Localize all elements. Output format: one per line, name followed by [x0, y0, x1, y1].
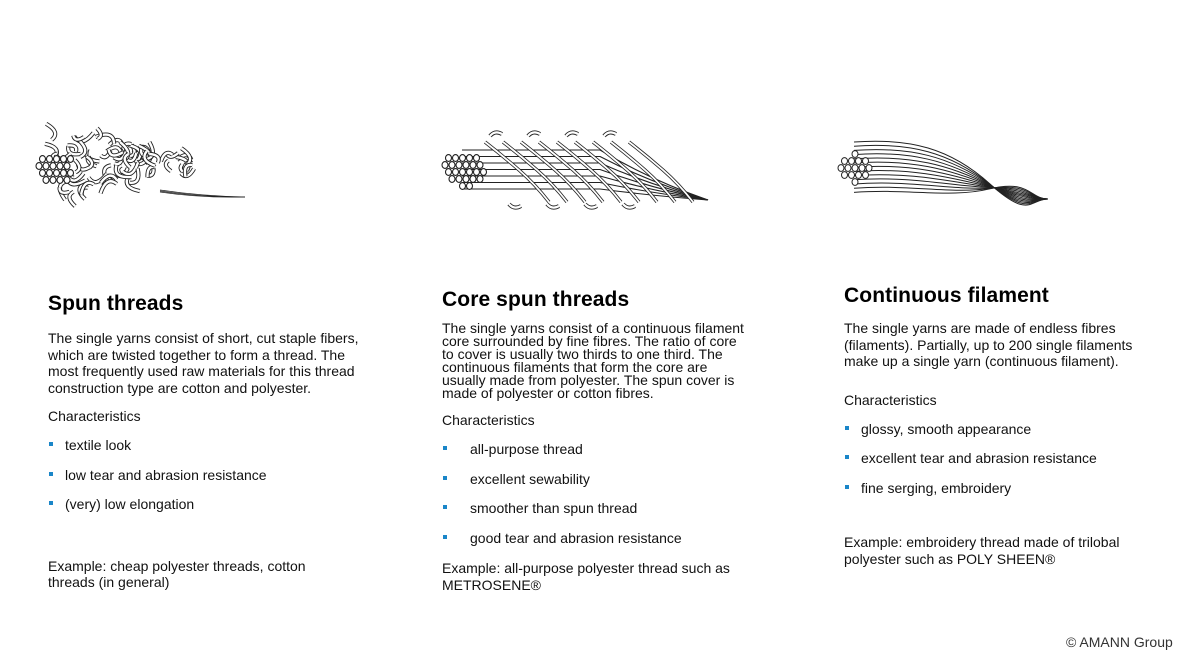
list-item: excellent tear and abrasion resistance — [844, 450, 1164, 480]
characteristics-list — [48, 437, 378, 526]
characteristics-list — [844, 421, 1164, 510]
section-description: The single yarns consist of short, cut staple fibers, which are twisted together to form a thread. The most frequently used raw materials for this thread construction type are cotton and polyester. — [48, 330, 359, 396]
bullet-square-icon — [443, 535, 447, 539]
bullet-square-icon — [443, 446, 447, 450]
section-description: The single yarns are made of endless fibres (filaments). Partially, up to 200 single filaments make up a single yarn (continuous filament). — [844, 320, 1133, 369]
bullet-square-icon — [443, 505, 447, 509]
core-spun-thread-illustration — [450, 124, 715, 216]
bullet-square-icon — [845, 485, 849, 489]
characteristics-label: Characteristics — [442, 412, 535, 428]
list-item: glossy, smooth appearance — [844, 421, 1164, 451]
continuous-filament-illustration — [840, 134, 1055, 204]
characteristics-list — [442, 441, 752, 559]
list-item: fine serging, embroidery — [844, 480, 1164, 510]
spun-threads-section — [48, 292, 378, 591]
core-spun-threads-section — [442, 288, 752, 593]
bullet-square-icon — [49, 501, 53, 505]
characteristics-label: Characteristics — [48, 408, 141, 424]
characteristics-label: Characteristics — [844, 391, 937, 408]
bullet-square-icon — [845, 426, 849, 430]
bullet-square-icon — [845, 455, 849, 459]
list-item: textile look — [48, 437, 378, 467]
bullet-square-icon — [443, 476, 447, 480]
list-item: smoother than spun thread — [442, 500, 752, 530]
list-item: low tear and abrasion resistance — [48, 467, 378, 497]
example-text: Example: cheap polyester threads, cotton threads (in general) — [48, 557, 306, 590]
section-description: The single yarns consist of a continuous filament core surrounded by fine fibres. The ratio of core to cover is usually two thirds to one third. The continuous filaments that form the core are usually made from polyester. The spun cover is made of polyester or cotton fibres. — [442, 320, 744, 401]
example-text: Example: all-purpose polyester thread such as METROSENE® — [442, 560, 730, 593]
bullet-square-icon — [49, 442, 53, 446]
section-title: Continuous filament — [844, 284, 1049, 307]
spun-thread-illustration — [40, 118, 255, 213]
continuous-filament-section — [844, 284, 1164, 567]
example-text: Example: embroidery thread made of trilobal polyester such as POLY SHEEN® — [844, 534, 1120, 567]
section-title: Core spun threads — [442, 288, 630, 311]
list-item: (very) low elongation — [48, 496, 378, 526]
list-item: all-purpose thread — [442, 441, 752, 471]
copyright-notice: © AMANN Group — [1066, 634, 1173, 650]
list-item: excellent sewability — [442, 471, 752, 501]
section-title: Spun threads — [48, 292, 184, 315]
list-item: good tear and abrasion resistance — [442, 530, 752, 560]
bullet-square-icon — [49, 472, 53, 476]
